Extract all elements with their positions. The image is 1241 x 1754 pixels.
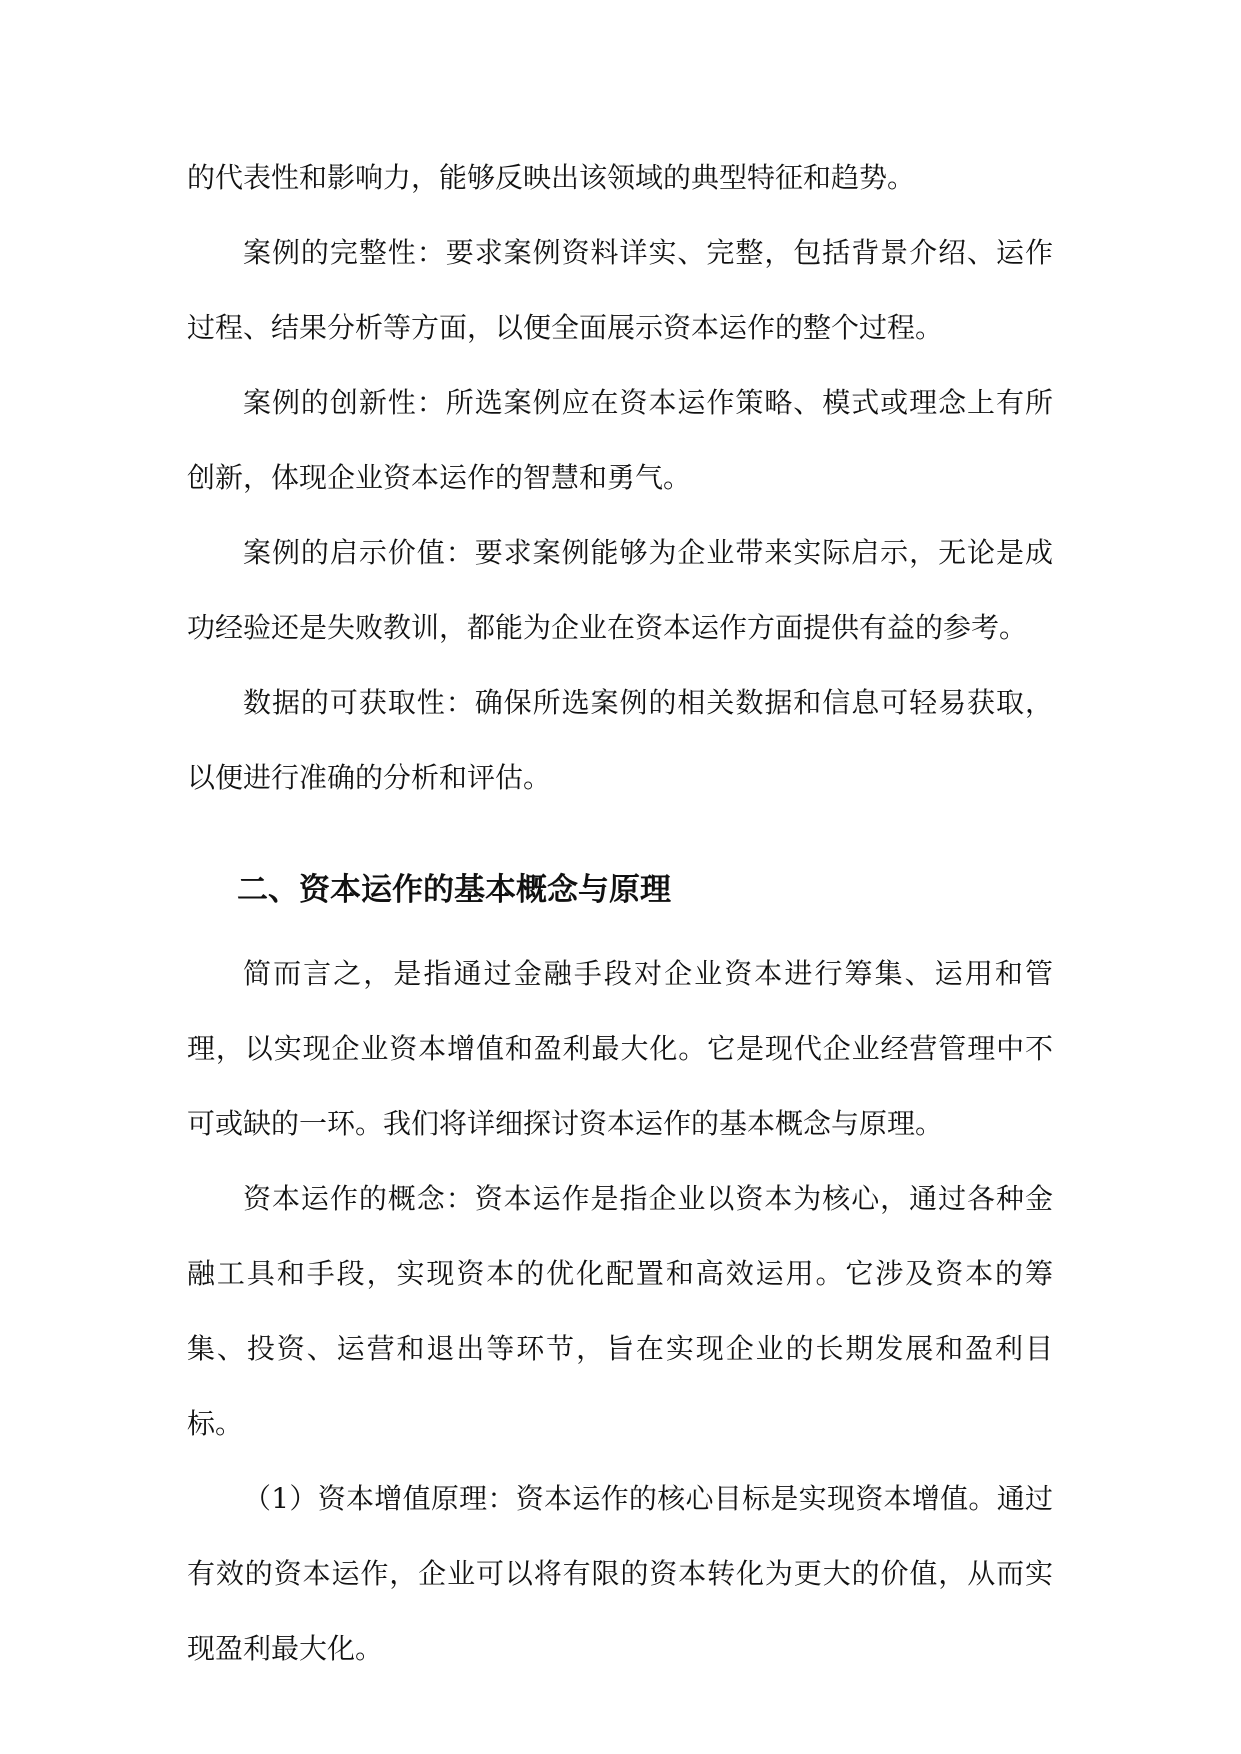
paragraph-continuation: 的代表性和影响力，能够反映出该领域的典型特征和趋势。 [187, 161, 916, 194]
paragraph-intro: 简而言之，是指通过金融手段对企业资本进行筹集、运用和管理，以实现企业资本增值和盈利最大化。它是现代企业经营管理中不可或缺的一环。我们将详细探讨资本运作的基本概念与原理。 [187, 957, 1053, 1140]
paragraph-principle-1: （1）资本增值原理：资本运作的核心目标是实现资本增值。通过有效的资本运作，企业可以将有限的资本转化为更大的价值，从而实现盈利最大化。 [187, 1482, 1053, 1665]
paragraph-case-completeness: 案例的完整性：要求案例资料详实、完整，包括背景介绍、运作过程、结果分析等方面，以便全面展示资本运作的整个过程。 [187, 236, 1053, 344]
document-body [187, 140, 1053, 1686]
paragraph-concept: 资本运作的概念：资本运作是指企业以资本为核心，通过各种金融工具和手段，实现资本的优化配置和高效运用。它涉及资本的筹集、投资、运营和退出等环节，旨在实现企业的长期发展和盈利目标。 [187, 1182, 1053, 1440]
section-heading: 二、资本运作的基本概念与原理 [237, 872, 671, 908]
paragraph-data-availability: 数据的可获取性：确保所选案例的相关数据和信息可轻易获取，以便进行准确的分析和评估。 [187, 686, 1053, 794]
paragraph-case-value: 案例的启示价值：要求案例能够为企业带来实际启示，无论是成功经验还是失败教训，都能为企业在资本运作方面提供有益的参考。 [187, 536, 1053, 644]
paragraph-case-innovation: 案例的创新性：所选案例应在资本运作策略、模式或理念上有所创新，体现企业资本运作的智慧和勇气。 [187, 386, 1053, 494]
